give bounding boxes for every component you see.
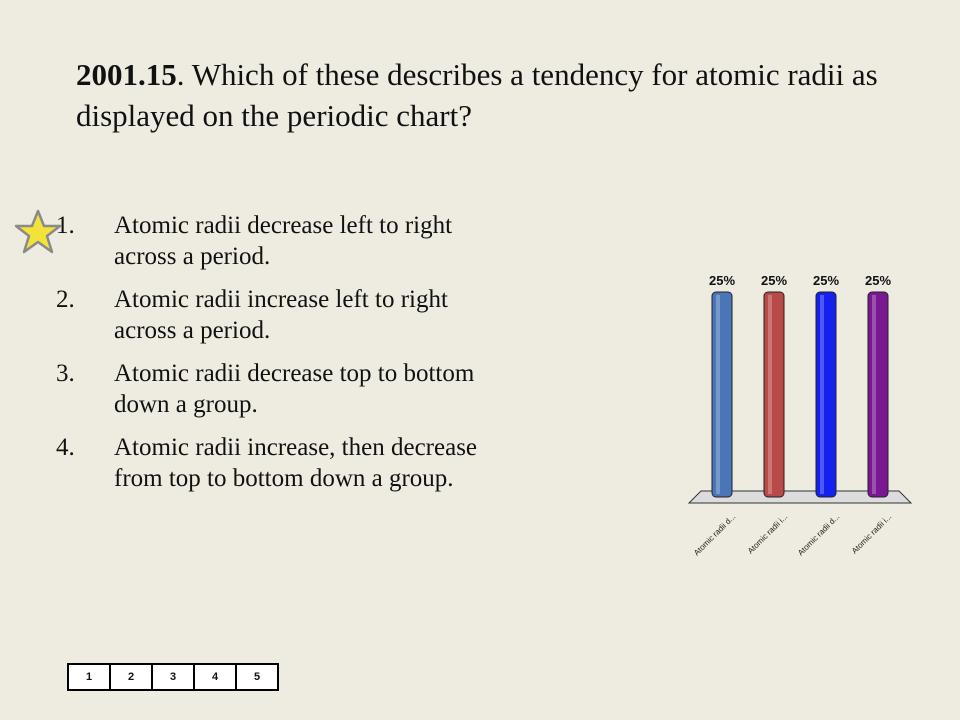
chart-bar-3 bbox=[816, 292, 836, 497]
answer-number: 2. bbox=[56, 286, 75, 313]
chart-category-label-3: Atomic radii d... bbox=[796, 512, 842, 558]
answer-option-2[interactable] bbox=[56, 284, 486, 346]
page-5-button[interactable]: 5 bbox=[253, 671, 261, 683]
answer-number: 1. bbox=[56, 212, 75, 239]
response-bar-chart bbox=[645, 255, 925, 585]
answer-text: Atomic radii increase, then decrease from top to bottom down a group. bbox=[114, 434, 478, 492]
question-text bbox=[76, 54, 896, 136]
chart-bar-2 bbox=[764, 292, 784, 497]
star-icon bbox=[14, 208, 62, 256]
chart-bar-1 bbox=[712, 292, 732, 497]
answer-number: 3. bbox=[56, 360, 75, 387]
answer-option-4[interactable] bbox=[56, 432, 486, 494]
page-2-button[interactable]: 2 bbox=[111, 665, 153, 689]
question-body: . Which of these describes a tendency for atomic radii as displayed on the periodic chart? bbox=[76, 57, 878, 133]
chart-bar-4 bbox=[868, 292, 888, 497]
answer-text: Atomic radii increase left to right across a period. bbox=[114, 286, 448, 344]
answer-option-1[interactable] bbox=[56, 210, 486, 272]
chart-value-label-1: 25% bbox=[708, 273, 736, 288]
chart-value-label-4: 25% bbox=[864, 273, 892, 288]
chart-value-label-2: 25% bbox=[760, 273, 788, 288]
page-navigator bbox=[67, 663, 279, 691]
chart-value-label-3: 25% bbox=[812, 273, 840, 288]
answer-list bbox=[56, 210, 486, 506]
question-number: 2001.15 bbox=[76, 57, 177, 92]
answer-text: Atomic radii decrease top to bottom down a group. bbox=[114, 360, 475, 418]
answer-option-3[interactable] bbox=[56, 358, 486, 420]
chart-category-label-4: Atomic radii i... bbox=[849, 512, 894, 556]
page-4-button[interactable]: 4 bbox=[195, 665, 237, 689]
answer-number: 4. bbox=[56, 434, 75, 461]
page-1-button[interactable]: 1 bbox=[69, 665, 111, 689]
answer-text: Atomic radii decrease left to right across a period. bbox=[114, 212, 453, 270]
chart-category-label-2: Atomic radii i... bbox=[745, 512, 790, 556]
chart-category-label-1: Atomic radii d... bbox=[692, 512, 738, 558]
page-3-button[interactable]: 3 bbox=[153, 665, 195, 689]
